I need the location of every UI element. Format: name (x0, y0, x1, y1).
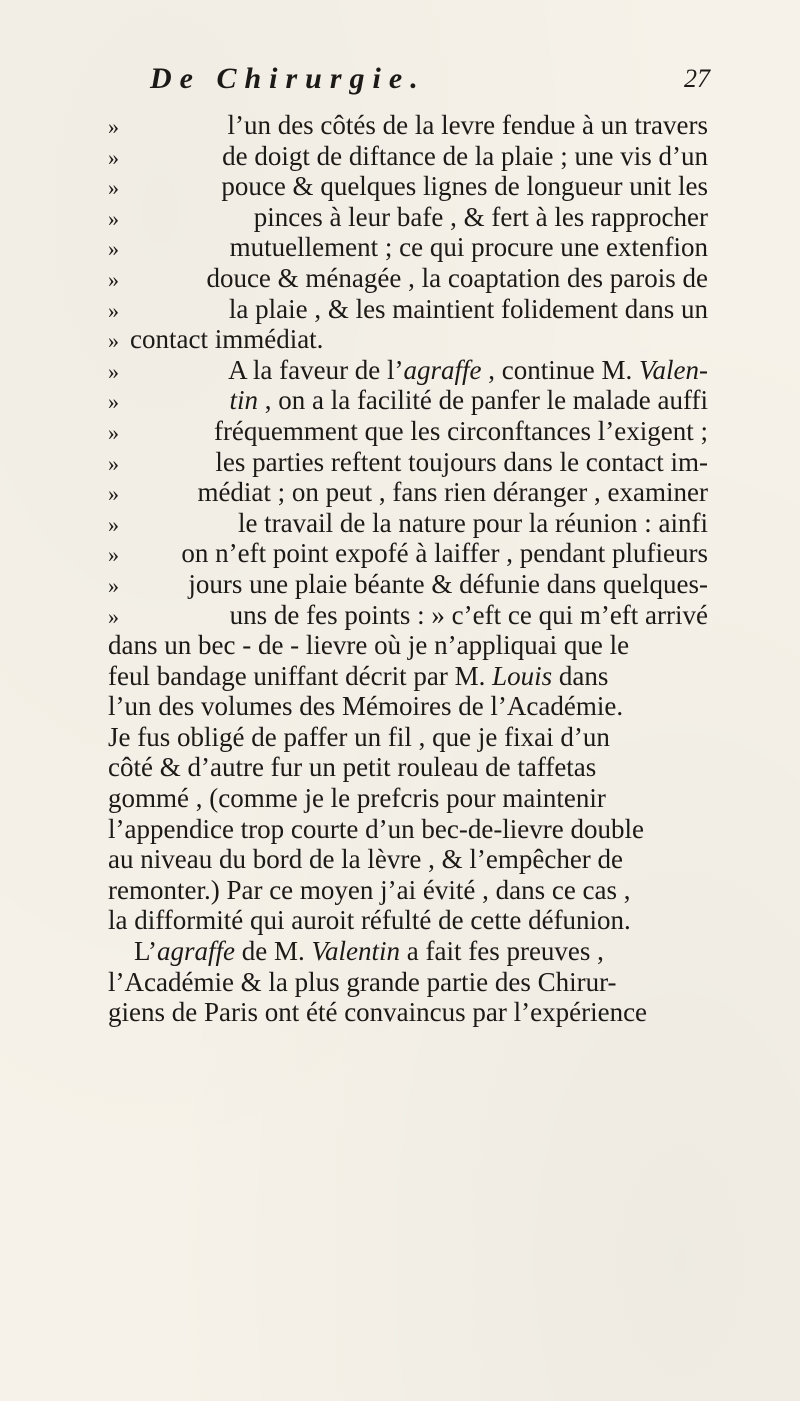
text-line (108, 385, 708, 416)
text-line (108, 691, 708, 722)
text-line (108, 905, 708, 936)
quote-mark: » (108, 481, 119, 507)
line-text: l’un des côtés de la levre fendue à un travers (227, 110, 708, 140)
text-line (108, 722, 708, 753)
line-text: on n’eft point expofé à laiffer , pendant plufieurs (181, 538, 708, 569)
text-run: feul bandage uniffant décrit par M. (108, 660, 493, 691)
line-text: au niveau du bord de la lèvre , & l’empêcher de (108, 844, 624, 875)
line-text (108, 661, 608, 692)
text-line (108, 263, 708, 294)
text-run: , on a la facilité de panfer le malade auffi (257, 385, 708, 416)
text-line (108, 569, 708, 600)
line-text: pouce & quelques lignes de longueur unit les (221, 171, 708, 202)
text-line (108, 630, 708, 661)
line-text: pinces à leur bafe , & fert à les rapprocher (253, 201, 708, 232)
text-line (108, 844, 708, 875)
text-line (108, 508, 708, 539)
text-line (108, 110, 708, 141)
text-line (108, 202, 708, 233)
text-run: dans (552, 660, 609, 691)
text-run: A la faveur de l’ (228, 354, 404, 385)
line-text (108, 936, 604, 967)
text-line (108, 171, 708, 202)
text-line (108, 661, 708, 692)
line-text: giens de Paris ont été convaincus par l’expérience (108, 997, 648, 1028)
text-line (108, 997, 708, 1028)
quote-mark: » (108, 389, 119, 415)
text-line (108, 477, 708, 508)
line-text: douce & ménagée , la coaptation des parois de (206, 262, 708, 293)
text-line (108, 416, 708, 447)
quote-mark: » (108, 358, 119, 384)
text-line (108, 294, 708, 325)
line-text: l’un des volumes des Mémoires de l’Académie. (108, 691, 624, 722)
italic-name: Valentin (311, 936, 401, 967)
quote-mark: » (108, 572, 119, 598)
line-text: la plaie , & les maintient folidement dans un (228, 293, 708, 324)
quote-mark: » (108, 114, 119, 139)
italic-name: tin (229, 385, 258, 416)
line-text: les parties reftent toujours dans le contact im- (215, 446, 708, 477)
quote-mark: » (108, 266, 119, 292)
line-text: médiat ; on peut , fans rien déranger , examiner (197, 477, 708, 508)
line-text: jours une plaie béante & défunie dans quelques- (188, 568, 708, 599)
quote-mark: » (108, 511, 119, 537)
text-line (108, 967, 708, 998)
quote-mark: » (108, 297, 119, 323)
line-text: l’appendice trop courte d’un bec-de-lievre double (108, 813, 645, 844)
line-text: Je fus obligé de paffer un fil , que je fixai d’un (108, 721, 610, 752)
running-title: De Chirurgie. (150, 62, 426, 95)
page-number: 27 (684, 64, 710, 93)
body-text (108, 110, 708, 1028)
line-text (229, 385, 708, 416)
line-text: fréquemment que les circonftances l’exigent ; (213, 415, 708, 446)
line-text: de doigt de diftance de la plaie ; une vis d’un (222, 140, 708, 171)
text-line (108, 355, 708, 386)
text-line (108, 600, 708, 631)
text-line (108, 936, 708, 967)
text-run: de M. (235, 936, 312, 967)
line-text: la difformité qui auroit réfulté de cette défunion. (108, 905, 631, 936)
line-text: mutuellement ; ce qui procure une extenfion (229, 232, 708, 263)
line-text: uns de fes points : » c’eft ce qui m’eft arrivé (229, 599, 708, 630)
quote-mark: » (108, 175, 119, 201)
italic-term: agraffe (157, 936, 236, 967)
line-text: dans un bec - de - lievre où je n’appliquai que le (108, 630, 630, 661)
text-line (108, 538, 708, 569)
italic-term: agraffe (403, 354, 482, 385)
text-line (108, 324, 708, 355)
text-run: L’ (134, 936, 158, 967)
quote-mark: » (108, 419, 119, 445)
quote-mark: » (108, 450, 119, 476)
line-text: contact immédiat. (130, 324, 324, 355)
line-text: gommé , (comme je le prefcris pour maintenir (108, 783, 606, 814)
quote-mark: » (108, 144, 119, 170)
text-line (108, 232, 708, 263)
line-text (208, 355, 708, 386)
line-text: le travail de la nature pour la réunion : ainfi (237, 507, 708, 538)
text-line (108, 447, 708, 478)
text-line (108, 875, 708, 906)
text-line (108, 141, 708, 172)
line-text: côté & d’autre fur un petit rouleau de taffetas (108, 752, 597, 783)
italic-name: Louis (492, 660, 553, 691)
text-run: , continue M. (481, 354, 640, 385)
text-line (108, 752, 708, 783)
line-text: l’Académie & la plus grande partie des Chirur- (108, 966, 617, 997)
quote-mark: » (108, 542, 119, 568)
page-header (150, 62, 710, 102)
text-line (108, 783, 708, 814)
line-text: remonter.) Par ce moyen j’ai évité , dans ce cas , (108, 874, 631, 905)
quote-mark: » (108, 603, 119, 629)
text-run: a fait fes preuves , (400, 936, 604, 967)
quote-mark: » (108, 328, 119, 354)
quote-mark: » (108, 236, 119, 262)
quote-mark: » (108, 205, 119, 231)
italic-name: Valen- (639, 354, 708, 385)
text-line (108, 814, 708, 845)
